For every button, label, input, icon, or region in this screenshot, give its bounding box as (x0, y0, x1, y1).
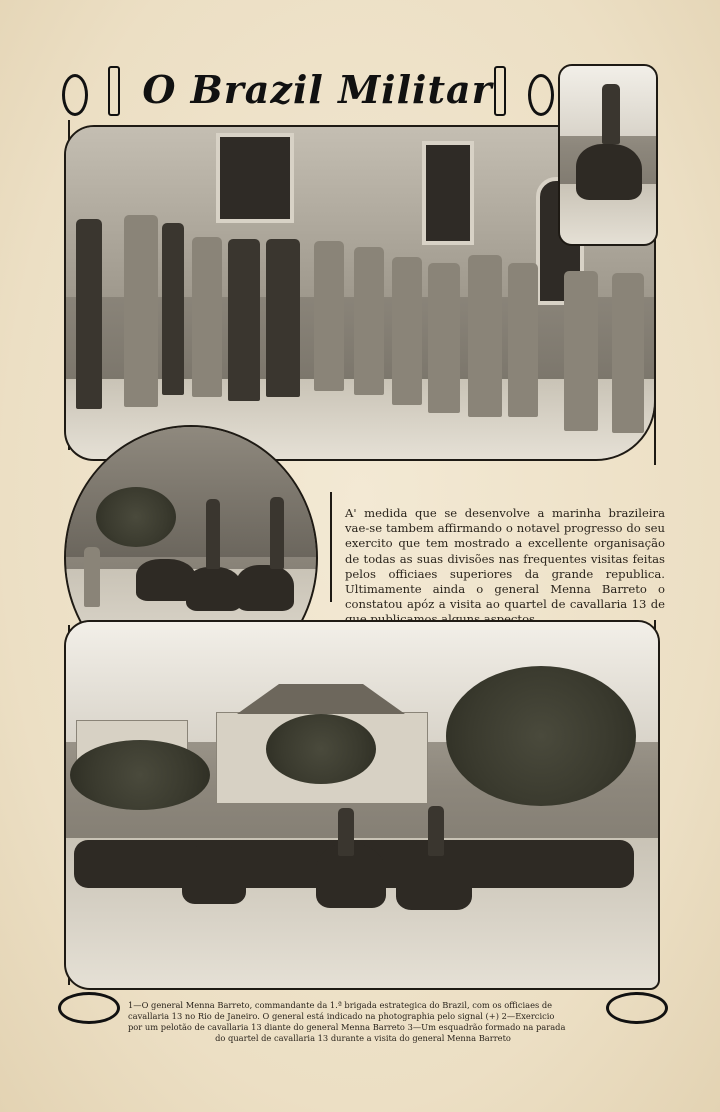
officer-figure (428, 263, 460, 413)
officer-figure (162, 223, 184, 395)
page-title: O Brazil Militar (142, 67, 493, 112)
tree (70, 740, 210, 810)
rider-figure (84, 547, 100, 607)
officer-figure (76, 219, 102, 409)
tree (266, 714, 376, 784)
officer-figure (228, 239, 260, 401)
officer-figure (564, 271, 598, 431)
barracks-window (422, 141, 474, 245)
frame-mid-rule (330, 492, 332, 602)
officer-figure (314, 241, 344, 391)
foliage (96, 487, 176, 547)
horse (576, 144, 642, 200)
ornament-swirl-bottom-left (58, 992, 120, 1024)
title-bar-left (108, 66, 120, 116)
title-bar-right (494, 66, 506, 116)
officer-figure (392, 257, 422, 405)
rider-figure (206, 499, 220, 569)
ornament-swirl-bottom-right (606, 992, 668, 1024)
barracks-window (216, 133, 294, 223)
article-body: A' medida que se desenvolve a marinha brazileira vae-se tambem affirmando o notavel progresso do seu exercito que tem mostrado a excellente organisação de todas as suas divisões nas frequentes visitas feitas pelos officiaes superiores da grande republica. Ultimamente ainda o general Menna Barreto o constatou apóz a visita ao quartel de cavallaria 13 de (345, 506, 665, 612)
rider-figure (602, 84, 620, 144)
caption-line: cavallaria 13 no Rio de Janeiro. O general está indicado na photographia pelo signal (+) 2—Exercicio (128, 1011, 555, 1021)
rider-figure (338, 808, 354, 856)
tree (446, 666, 636, 806)
officer-figure (124, 215, 158, 407)
officer-figure (266, 239, 300, 397)
caption-line: 1—O general Menna Barreto, commandante da 1.ª brigada estrategica do Brazil, com os officiaes de (128, 1000, 553, 1010)
photo-mounted-officer (558, 64, 658, 246)
photo-squadron-parade (64, 620, 660, 990)
officer-figure (508, 263, 538, 417)
officer-figure (468, 255, 502, 417)
photo-caption (128, 1000, 598, 1044)
officer-figure (612, 273, 644, 433)
officer-figure (192, 237, 222, 397)
horse (186, 567, 242, 611)
rider-figure (270, 497, 284, 569)
officer-figure (354, 247, 384, 395)
ornament-swirl-left (62, 74, 88, 116)
caption-line: do quartel de cavallaria 13 durante a visita do general Menna Barreto (215, 1033, 511, 1043)
ornament-swirl-right (528, 74, 554, 116)
horse (182, 844, 246, 904)
caption-line: por um pelotão de cavallaria 13 diante do general Menna Barreto 3—Um esquadrão formado na parada (128, 1022, 566, 1032)
rider-figure (428, 806, 444, 856)
horse (236, 565, 294, 611)
